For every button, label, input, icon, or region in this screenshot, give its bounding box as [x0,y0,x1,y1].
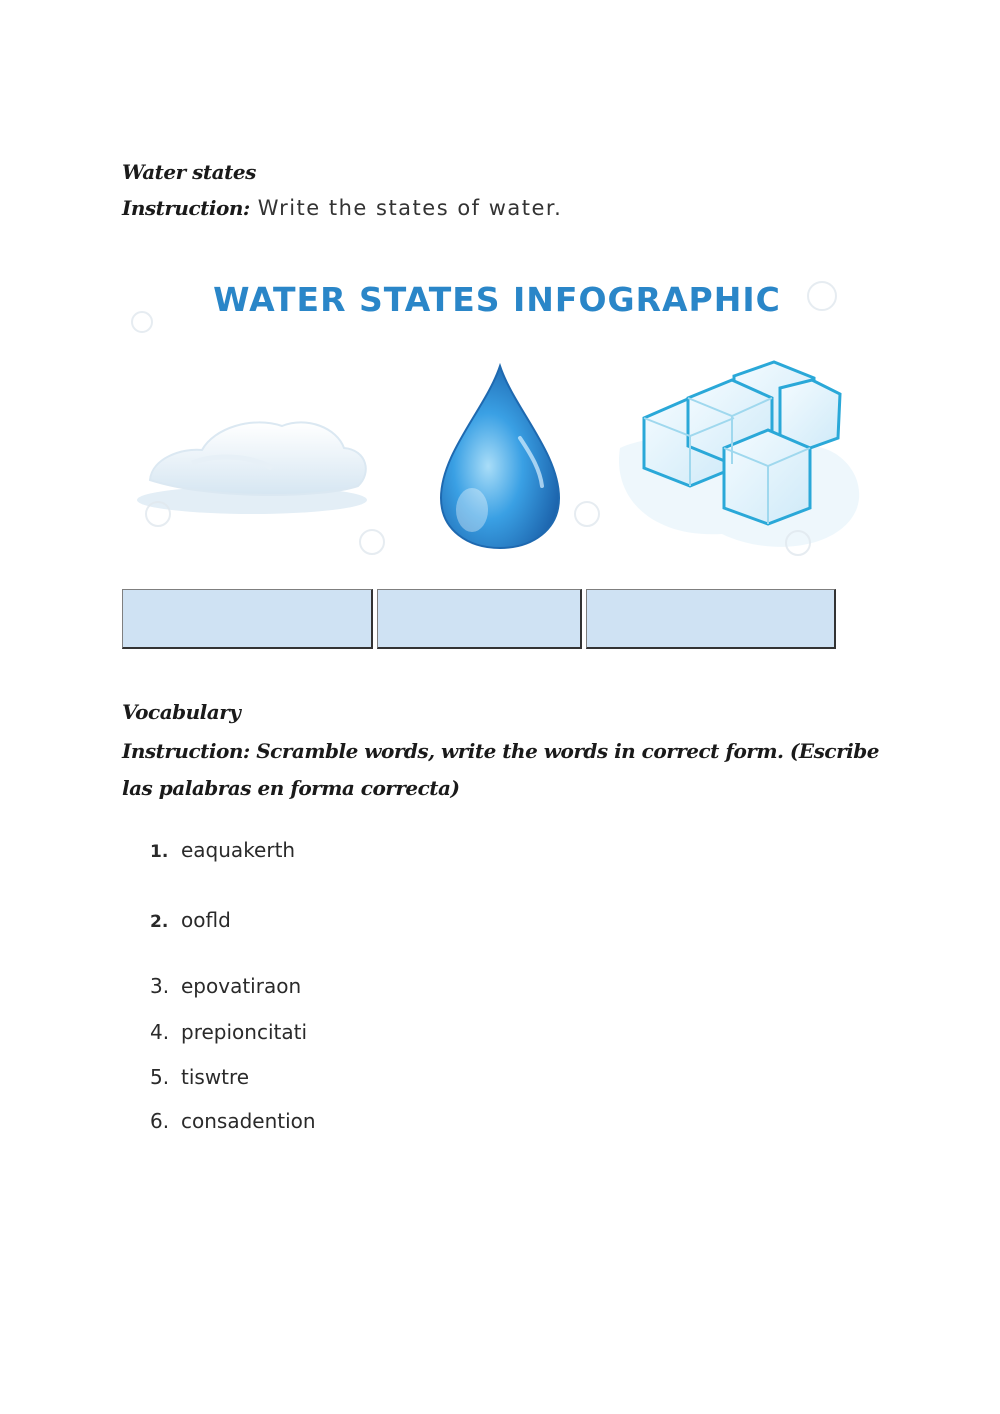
item-number: 2. [150,912,169,932]
list-item [150,908,231,932]
instruction-text: Write the states of water. [257,196,563,220]
scrambled-word: oofld [181,908,231,932]
list-item [150,1065,249,1089]
item-number: 4. [150,1020,170,1044]
vocabulary-instruction: Instruction: Scramble words, write the words in correct form. (Escribe las palabras en forma correcta) [122,739,879,800]
list-item [150,1109,316,1133]
answer-box-3[interactable] [586,589,836,649]
item-number: 6. [150,1109,170,1133]
item-number: 1. [150,842,169,862]
cloud-icon [137,422,367,514]
item-number: 5. [150,1065,170,1089]
list-item [150,974,301,998]
scrambled-word: eaquakerth [181,838,296,862]
ice-cubes-icon [619,362,859,547]
worksheet-title: Water states [122,160,256,184]
scrambled-word: prepioncitati [181,1020,307,1044]
answer-box-1[interactable] [122,589,373,649]
answer-box-2[interactable] [377,589,582,649]
infographic-art [122,258,872,578]
scrambled-word: tiswtre [181,1065,250,1089]
instruction-line [122,196,562,220]
water-states-infographic [122,258,872,578]
instruction-lead: Instruction: [122,196,250,220]
list-item [150,838,295,862]
scrambled-word: consadention [181,1109,316,1133]
water-drop-icon [441,366,559,548]
item-number: 3. [150,974,170,998]
vocabulary-title: Vocabulary [122,700,241,724]
list-item [150,1020,307,1044]
scrambled-word: epovatiraon [181,974,302,998]
infographic-title: WATER STATES INFOGRAPHIC [213,280,781,319]
